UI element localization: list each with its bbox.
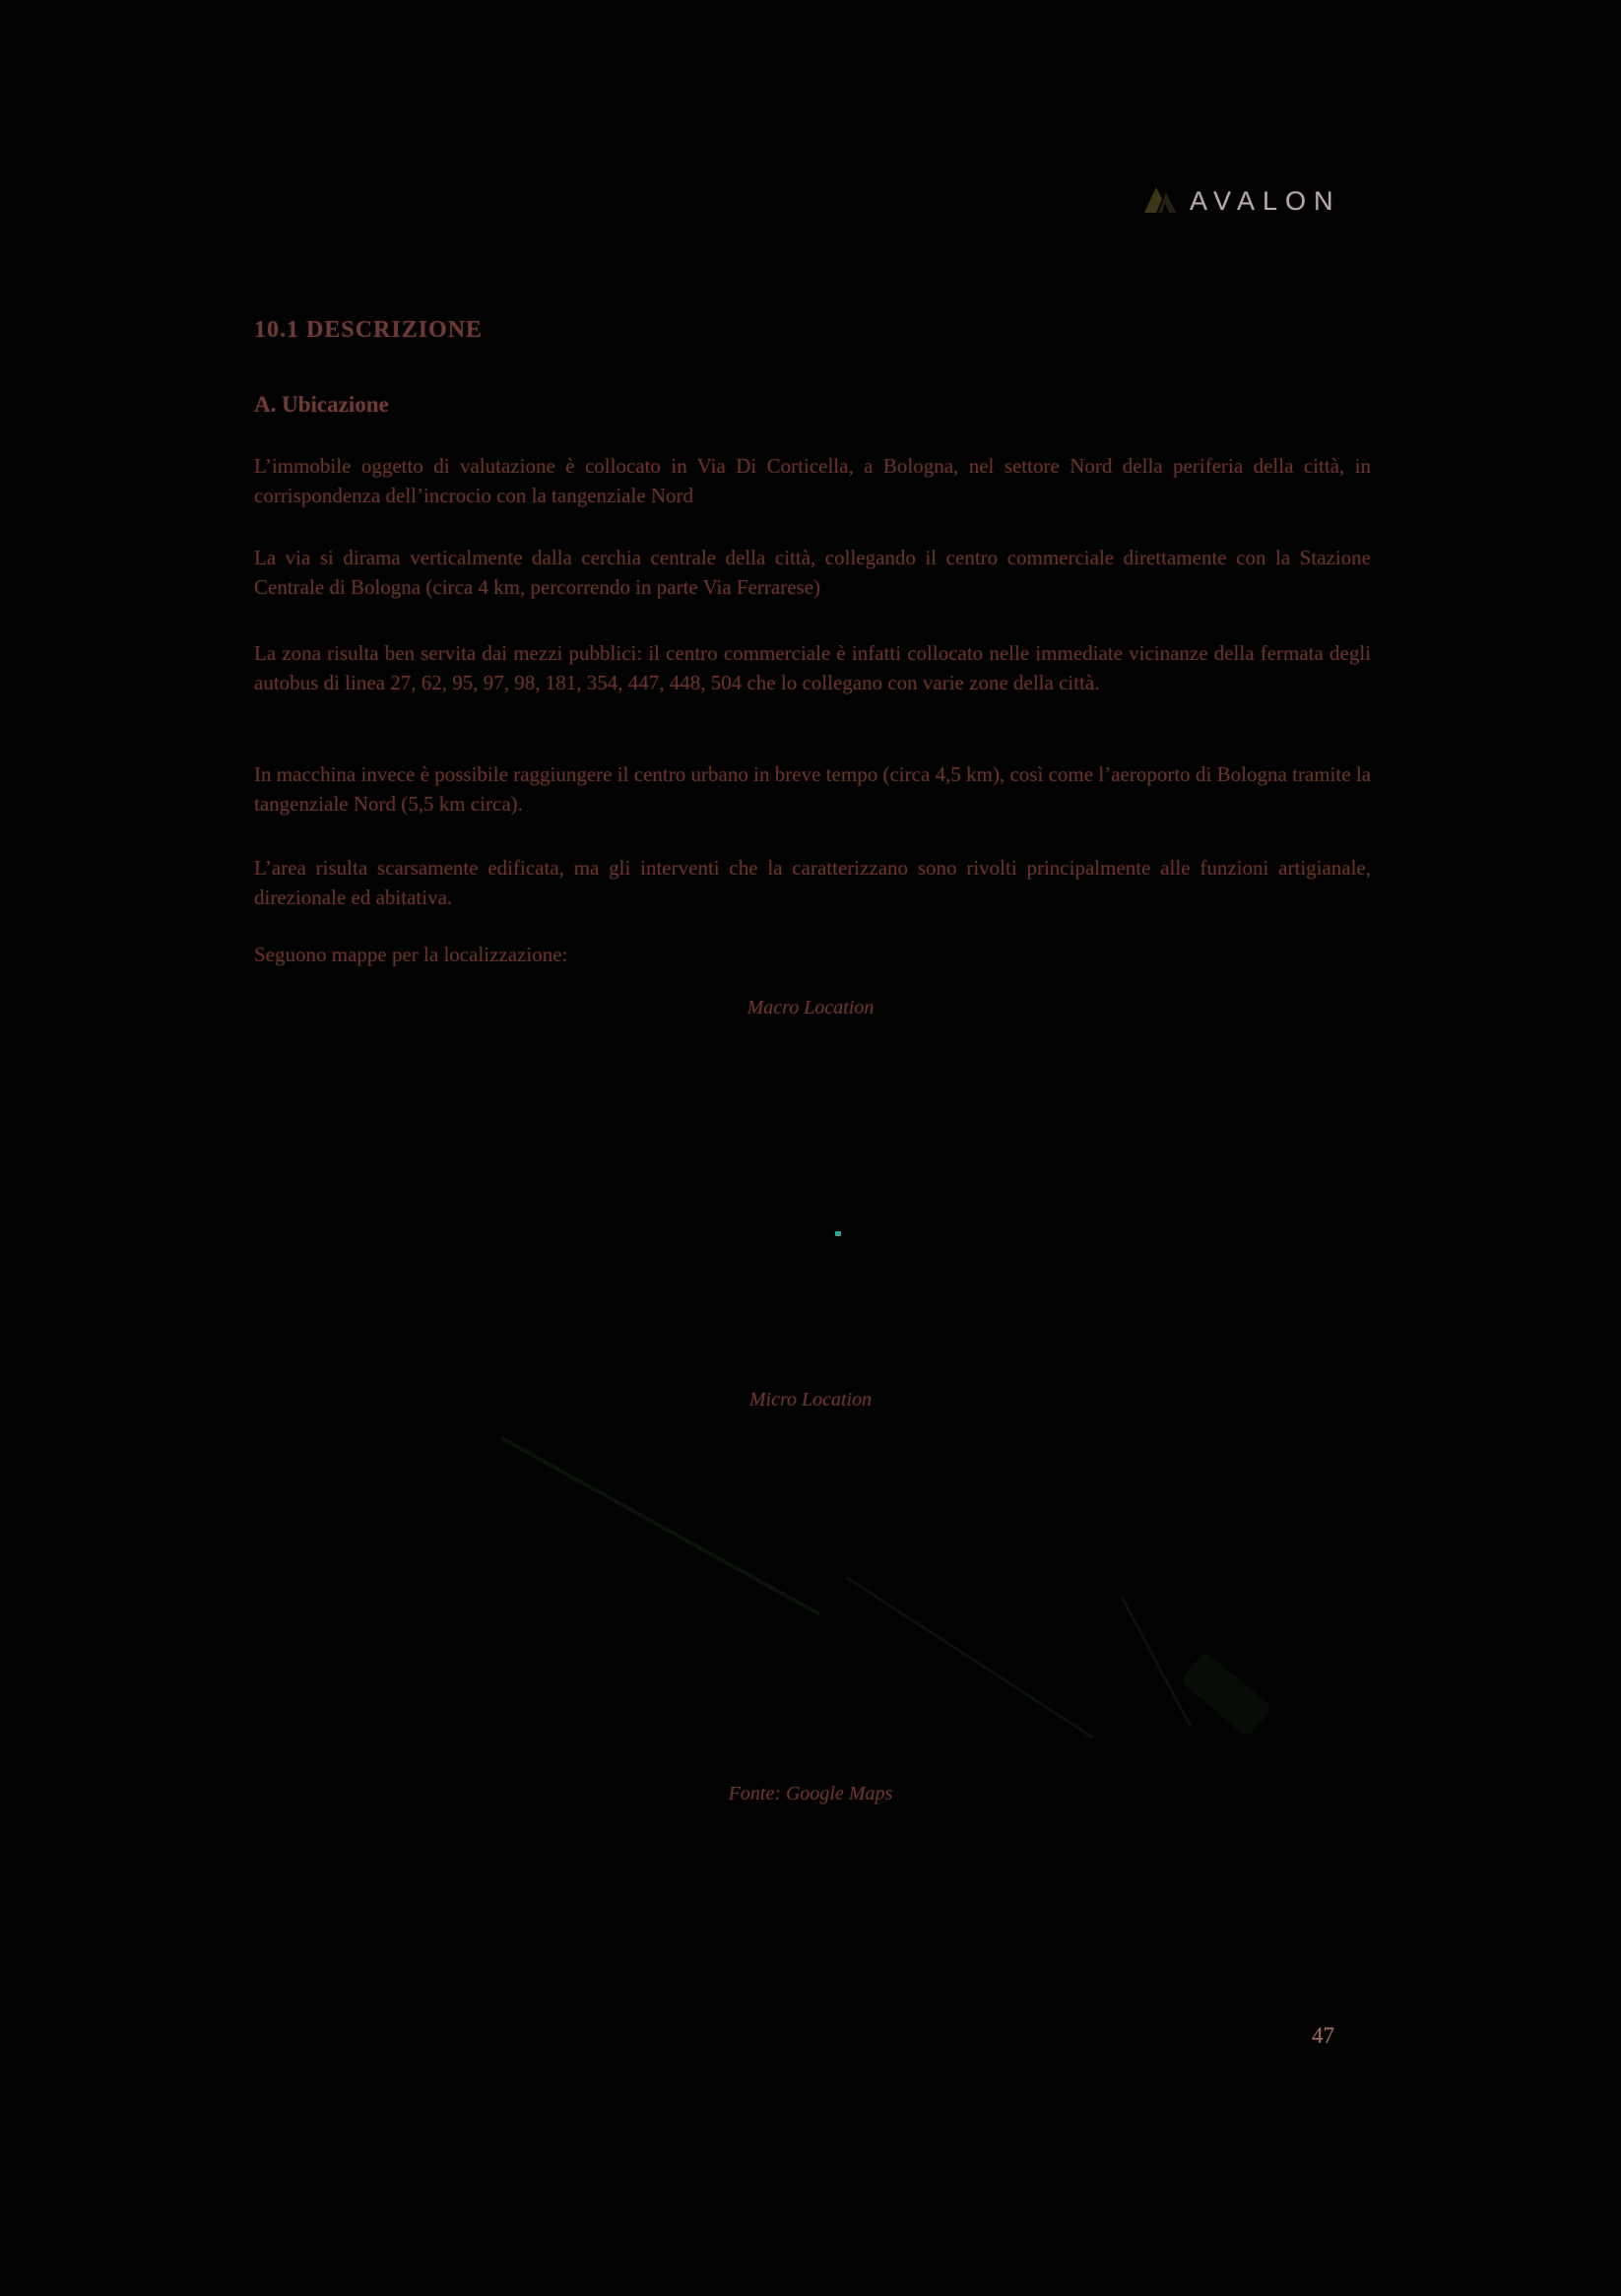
macro-location-map-image — [295, 1036, 1326, 1361]
section-heading: 10.1 DESCRIZIONE — [254, 317, 484, 343]
logo — [1142, 183, 1341, 219]
map-road-trace — [845, 1576, 1094, 1739]
subsection-heading: A. Ubicazione — [254, 392, 389, 417]
paragraph-ubicazione-1: L’immobile oggetto di valutazione è collocato in Via Di Corticella, a Bologna, nel settore Nord della periferia della città, in corrispondenza dell’incrocio con la tangenziale Nord — [254, 454, 1371, 507]
avalon-logo-mark-icon — [1142, 183, 1180, 219]
map-road-trace — [1120, 1596, 1192, 1728]
caption-macro-location: Macro Location — [746, 997, 875, 1018]
micro-location-map-image — [295, 1428, 1326, 1763]
logo-brand-text: AVALON — [1190, 185, 1341, 216]
caption-micro-location: Micro Location — [748, 1389, 873, 1410]
paragraph-ubicazione-3: La zona risulta ben servita dai mezzi pubblici: il centro commerciale è infatti collocato nelle immediate vicinanze della fermata degli autobus di linea 27, 62, 95, 97, 98, 181, 354, 447, 448, 504 che lo collegano con varie zone della città. — [254, 641, 1371, 694]
paragraph-ubicazione-5: L’area risulta scarsamente edificata, ma gli interventi che la caratterizzano sono rivolti principalmente alle funzioni artigianale, direzionale ed abitativa. — [254, 856, 1371, 909]
paragraph-ubicazione-2: La via si dirama verticalmente dalla cerchia centrale della città, collegando il centro commerciale direttamente con la Stazione Centrale di Bologna (circa 4 km, percorrendo in parte Via Ferrarese) — [254, 546, 1371, 599]
page-number: 47 — [1312, 2023, 1334, 2048]
map-road-trace — [1180, 1651, 1273, 1738]
map-road-trace — [500, 1436, 821, 1616]
paragraph-ubicazione-4: In macchina invece è possibile raggiungere il centro urbano in breve tempo (circa 4,5 km), così come l’aeroporto di Bologna tramite la tangenziale Nord (5,5 km circa). — [254, 762, 1371, 816]
caption-map-source: Fonte: Google Maps — [728, 1783, 893, 1804]
map-marker-dot — [835, 1231, 841, 1236]
paragraph-maps-intro: Seguono mappe per la localizzazione: — [254, 943, 568, 966]
